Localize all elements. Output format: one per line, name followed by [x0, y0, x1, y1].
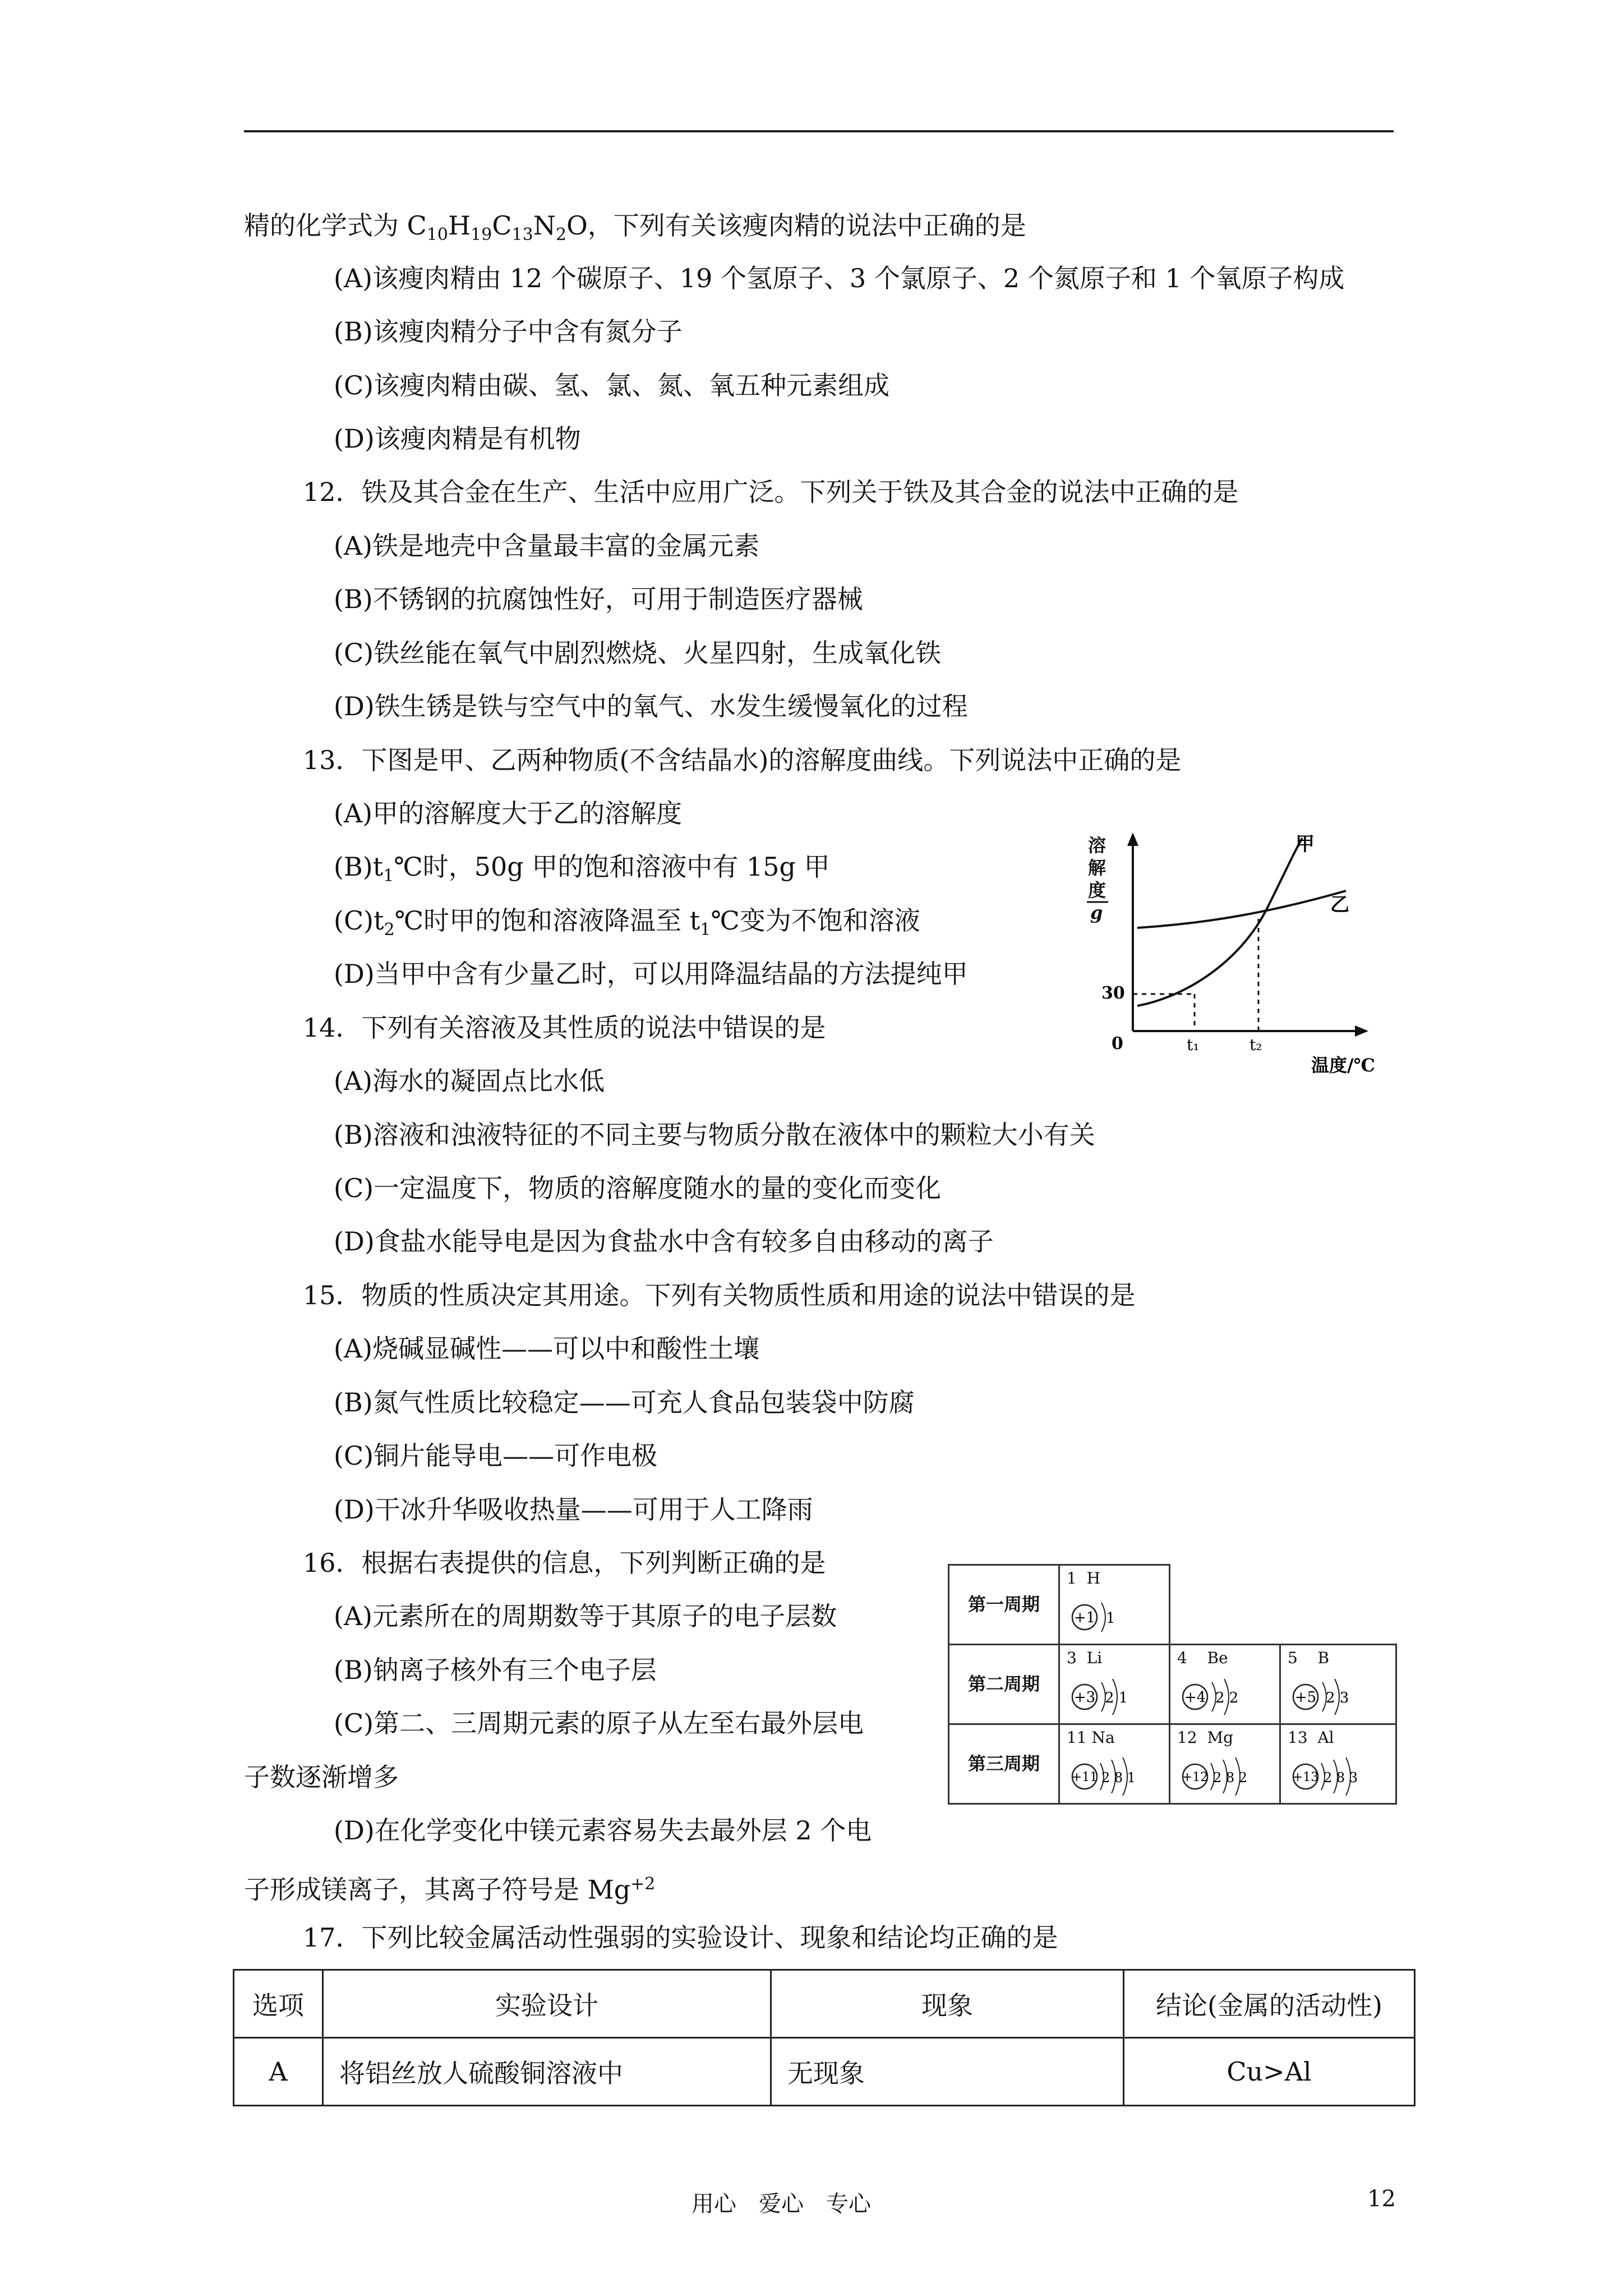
q14-stem: 14．下列有关溶液及其性质的说法中错误的是 — [303, 1013, 826, 1043]
nucleus-charge: +4 — [1184, 1689, 1206, 1706]
atom-diagram-na — [1069, 1754, 1164, 1799]
nucleus-charge: +1 — [1073, 1609, 1096, 1626]
header-design: 实验设计 — [323, 1970, 771, 2038]
element-symbol: Mg — [1207, 1728, 1234, 1747]
element-number: 13 — [1288, 1728, 1308, 1747]
q13-option-b: $(B)t_1℃$时，50g 甲的饱和溶液中有 15g 甲 — [334, 852, 830, 886]
q13-option-a: (A)甲的溶解度大于乙的溶解度 — [334, 798, 683, 829]
q15-option-b: (B)氮气性质比较稳定——可充人食品包装袋中防腐 — [334, 1387, 915, 1418]
element-number: 1 — [1067, 1569, 1077, 1588]
shell-electrons: 2 1 — [1105, 1690, 1128, 1706]
q12-option-d: (D)铁生锈是铁与空气中的氧气、水发生缓慢氧化的过程 — [334, 691, 968, 721]
q11-option-b: (B)该瘦肉精分子中含有氮分子 — [334, 316, 683, 347]
header-conclusion: 结论(金属的活动性) — [1124, 1970, 1415, 2038]
ylabel-char-2: 度 — [1088, 880, 1106, 901]
q11-option-a: (A)该瘦肉精由 12 个碳原子、19 个氢原子、3 个氯原子、2 个氮原子和 1 个氧原子构成 — [334, 263, 1345, 293]
row-label-period-1: 第一周期 — [948, 1564, 1060, 1645]
q13-option-d: (D)当甲中含有少量乙时，可以用降温结晶的方法提纯甲 — [334, 959, 968, 989]
q15-option-a: (A)烧碱显碱性——可以中和酸性土壤 — [334, 1333, 760, 1364]
q16-option-b: (B)钠离子核外有三个电子层 — [334, 1655, 657, 1685]
nucleus-charge: +12 — [1182, 1770, 1209, 1784]
shell-electrons: 2 2 — [1215, 1690, 1239, 1706]
cell-option: A — [234, 2038, 323, 2106]
y-tick-30: 30 — [1101, 983, 1125, 1003]
header-option: 选项 — [234, 1970, 323, 2038]
ylabel-char-0: 溶 — [1088, 835, 1106, 856]
table-header-row — [234, 1970, 1415, 2038]
q16-option-c-line1: (C)第二、三周期元素的原子从左至右最外层电 — [334, 1708, 864, 1738]
q16-option-a: (A)元素所在的周期数等于其原子的电子层数 — [334, 1601, 837, 1631]
atom-diagram-mg — [1179, 1754, 1275, 1799]
nucleus-charge: +3 — [1073, 1689, 1096, 1706]
q13-option-c: $(C)t_2℃$时甲的饱和溶液降温至 $t_1℃$变为不饱和溶液 — [334, 905, 920, 940]
page-number: 12 — [1367, 2186, 1396, 2212]
element-number: 4 — [1177, 1649, 1187, 1667]
atom-diagram-be — [1179, 1674, 1264, 1719]
cell-design: 将铝丝放人硫酸铜溶液中 — [323, 2038, 771, 2106]
q16-option-c-line2: 子数逐渐增多 — [244, 1762, 399, 1792]
series-jia-curve — [1137, 838, 1302, 1006]
x-axis-label: 温度/℃ — [1311, 1055, 1376, 1076]
series-jia-label: 甲 — [1295, 833, 1315, 855]
table-row — [234, 2038, 1415, 2106]
series-yi-curve — [1137, 891, 1346, 928]
cell-phenomenon: 无现象 — [771, 2038, 1124, 2106]
shell-electrons: 2 8 3 — [1324, 1770, 1358, 1786]
q16-stem: 16．根据右表提供的信息，下列判断正确的是 — [303, 1548, 826, 1578]
element-cell-al — [1279, 1723, 1397, 1805]
element-symbol: H — [1086, 1569, 1101, 1588]
nucleus-charge: +5 — [1294, 1689, 1317, 1706]
element-number: 3 — [1067, 1649, 1077, 1667]
atom-diagram-al — [1290, 1754, 1385, 1799]
q15-option-d: (D)干冰升华吸收热量——可用于人工降雨 — [334, 1494, 813, 1525]
element-cell-li — [1058, 1644, 1170, 1725]
q15-stem: 15．物质的性质决定其用途。下列有关物质性质和用途的说法中错误的是 — [303, 1280, 1136, 1310]
element-symbol: Na — [1091, 1728, 1115, 1747]
experiment-table — [233, 1969, 1415, 2106]
element-symbol: B — [1317, 1649, 1330, 1667]
x-tick-t2: t₂ — [1249, 1036, 1262, 1054]
atom-diagram-h — [1069, 1595, 1153, 1640]
element-symbol: Li — [1086, 1649, 1103, 1667]
q14-option-d: (D)食盐水能导电是因为食盐水中含有较多自由移动的离子 — [334, 1226, 994, 1257]
q12-option-b: (B)不锈钢的抗腐蚀性好，可用于制造医疗器械 — [334, 584, 863, 614]
q14-option-c: (C)一定温度下，物质的溶解度随水的量的变化而变化 — [334, 1173, 942, 1203]
q16-option-d-line1: (D)在化学变化中镁元素容易失去最外层 2 个电 — [334, 1815, 872, 1846]
atom-diagram-li — [1069, 1674, 1153, 1719]
row-label-period-3: 第三周期 — [948, 1723, 1060, 1805]
element-cell-h — [1058, 1564, 1170, 1645]
q12-option-a: (A)铁是地壳中含量最丰富的金属元素 — [334, 531, 760, 561]
cell-conclusion: Cu>Al — [1124, 2038, 1415, 2106]
q14-option-a: (A)海水的凝固点比水低 — [334, 1066, 605, 1096]
element-cell-na — [1058, 1723, 1170, 1805]
origin-label: 0 — [1112, 1034, 1123, 1053]
q17-stem: 17．下列比较金属活动性强弱的实验设计、现象和结论均正确的是 — [303, 1922, 1058, 1953]
ylabel-char-3: g — [1090, 902, 1103, 923]
header-rule — [244, 130, 1394, 132]
q15-option-c: (C)铜片能导电——可作电极 — [334, 1441, 658, 1471]
element-number: 5 — [1288, 1649, 1298, 1667]
element-symbol: Al — [1317, 1728, 1334, 1747]
element-symbol: Be — [1207, 1649, 1228, 1667]
element-cell-b — [1279, 1644, 1397, 1725]
shell-electrons: 1 — [1106, 1610, 1115, 1627]
q11-stem: 精的化学式为 $C_{10}H_{19}C_{13}N_2O$，下列有关该瘦肉精的说法中正确的是 — [244, 210, 1026, 245]
row-label-period-2: 第二周期 — [948, 1644, 1060, 1725]
q12-option-c: (C)铁丝能在氧气中剧烈燃烧、火星四射，生成氧化铁 — [334, 638, 942, 668]
shell-electrons: 2 8 1 — [1101, 1770, 1136, 1786]
ylabel-char-1: 解 — [1088, 857, 1106, 878]
header-phenomenon: 现象 — [771, 1970, 1124, 2038]
nucleus-charge: +13 — [1292, 1770, 1319, 1784]
q12-stem: 12．铁及其合金在生产、生活中应用广泛。下列关于铁及其合金的说法中正确的是 — [303, 477, 1239, 507]
element-cell-be — [1169, 1644, 1281, 1725]
solubility-chart — [1082, 829, 1396, 1087]
q14-option-b: (B)溶液和浊液特征的不同主要与物质分散在液体中的颗粒大小有关 — [334, 1120, 1095, 1150]
x-tick-t1: t₁ — [1187, 1036, 1200, 1054]
element-cell-mg — [1169, 1723, 1281, 1805]
q11-option-d: (D)该瘦肉精是有机物 — [334, 424, 581, 454]
nucleus-charge: +11 — [1071, 1770, 1098, 1784]
q11-option-c: (C)该瘦肉精由碳、氢、氯、氮、氧五种元素组成 — [334, 370, 890, 401]
x-axis-arrow — [1355, 1025, 1368, 1037]
series-yi-label: 乙 — [1330, 894, 1349, 916]
q16-option-d-line2: 子形成镁离子，其离子符号是 $Mg^{+2}$ — [244, 1874, 656, 1905]
atom-diagram-b — [1290, 1674, 1374, 1719]
element-number: 11 — [1067, 1728, 1087, 1747]
y-axis-arrow — [1127, 832, 1138, 846]
shell-electrons: 2 3 — [1326, 1690, 1349, 1706]
footer-motto: 用心 爱心 专心 — [691, 2191, 871, 2217]
shell-electrons: 2 8 2 — [1213, 1770, 1248, 1786]
element-number: 12 — [1177, 1728, 1197, 1747]
q13-stem: 13．下图是甲、乙两种物质(不含结晶水)的溶解度曲线。下列说法中正确的是 — [303, 745, 1182, 775]
